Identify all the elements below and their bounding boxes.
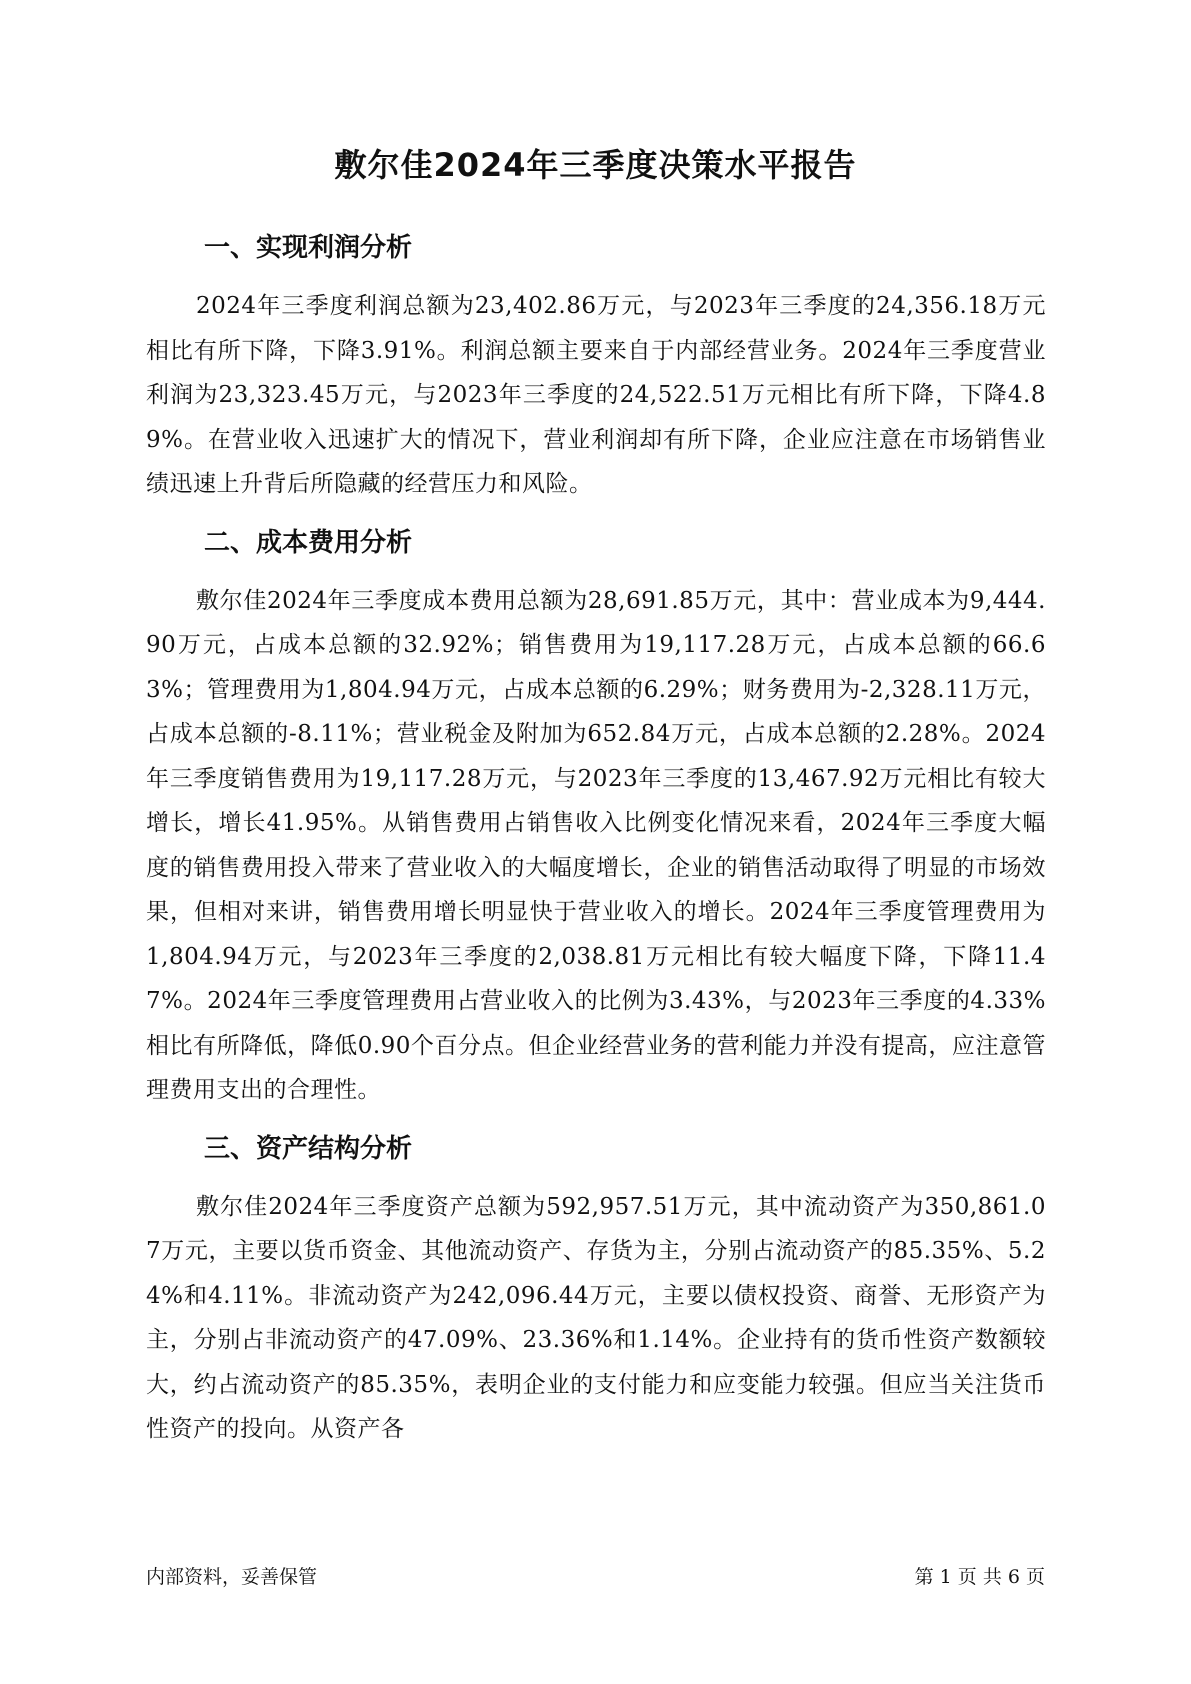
document-body bbox=[146, 226, 1046, 1466]
footer-page-number: 第 1 页 共 6 页 bbox=[914, 1566, 1045, 1588]
section-heading: 三、资产结构分析 bbox=[204, 1133, 413, 1164]
section-cost-analysis bbox=[146, 521, 1046, 1113]
section-paragraph: 敷尔佳2024年三季度资产总额为592,957.51万元，其中流动资产为350,861.07万元，主要以货币资金、其他流动资产、存货为主，分别占流动资产的85.35%、5.24%和4.11%。非流动资产为242,096.44万元，主要以债权投资、商誉、无形资产为主，分别占非流动资产的47.09%、23.36%和1.14%。企业持有的货币性资产数额较大，约占流动资产的85.35%，表明企业的支付能力和应变能力较强。但应当关注货币性资产的投向。从资产各 bbox=[146, 1193, 1046, 1442]
section-paragraph: 敷尔佳2024年三季度成本费用总额为28,691.85万元，其中：营业成本为9,444.90万元，占成本总额的32.92%；销售费用为19,117.28万元，占成本总额的66.63%；管理费用为1,804.94万元，占成本总额的6.29%；财务费用为-2,328.11万元，占成本总额的-8.11%；营业税金及附加为652.84万元，占成本总额的2.28%。2024年三季度销售费用为19,117.28万元，与2023年三季度的13,467.92万元相比有较大增长，增长41.95%。从销售费用占销售收入比例变化情况来看，2024年三季度大幅度的销售费用投入带来了营业收入的大幅度增长，企业的销售活动取得了明显的市场效果，但相对来讲，销售费用增长明显快于营业收入的增长。2024年三季度管理费用为1,804.94万元，与2023年三季度的2,038.81万元相比有较大幅度下降，下降11.47%。2024年三季度管理费用占营业收入的比例为3.43%，与2023年三季度的4.33%相比有所降低，降低0.90个百分点。但企业经营业务的营利能力并没有提高，应注意管理费用支出的合理性。 bbox=[146, 587, 1046, 1103]
section-paragraph: 2024年三季度利润总额为23,402.86万元，与2023年三季度的24,356.18万元相比有所下降，下降3.91%。利润总额主要来自于内部经营业务。2024年三季度营业利润为23,323.45万元，与2023年三季度的24,522.51万元相比有所下降，下降4.89%。在营业收入迅速扩大的情况下，营业利润却有所下降，企业应注意在市场销售业绩迅速上升背后所隐藏的经营压力和风险。 bbox=[146, 293, 1046, 497]
footer-confidential-note: 内部资料，妥善保管 bbox=[146, 1566, 318, 1588]
document-title: 敷尔佳2024年三季度决策水平报告 bbox=[334, 146, 857, 184]
section-asset-structure-analysis bbox=[146, 1127, 1046, 1452]
section-heading: 一、实现利润分析 bbox=[204, 233, 413, 263]
section-profit-analysis bbox=[146, 226, 1046, 507]
section-heading: 二、成本费用分析 bbox=[204, 527, 413, 558]
